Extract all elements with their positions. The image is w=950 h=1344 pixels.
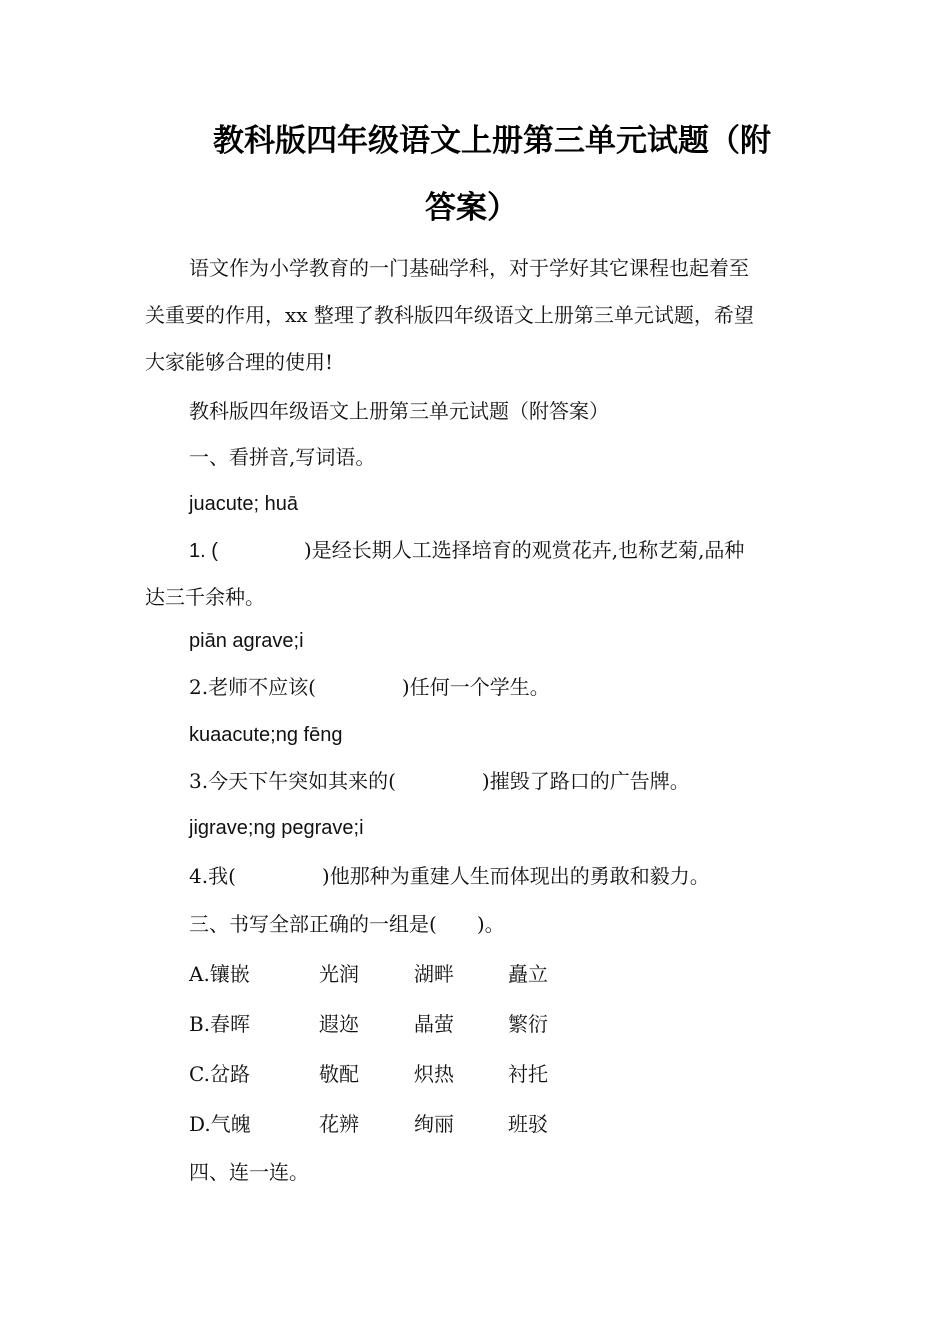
question-2-text: )任何一个学生。 xyxy=(401,675,550,699)
option-a-word-3: 矗立 xyxy=(508,962,548,986)
pinyin-4: jigrave;ng pegrave;i xyxy=(189,817,364,839)
question-1-continuation: 达三千余种。 xyxy=(145,585,265,609)
option-a-word-2: 湖畔 xyxy=(414,962,454,986)
question-1-text: )是经长期人工选择培育的观赏花卉,也称艺菊,品种 xyxy=(303,538,745,562)
document-title-line-2: 答案） xyxy=(425,190,518,226)
option-d-word-3: 班驳 xyxy=(508,1112,548,1136)
document-title-line-1: 教科版四年级语文上册第三单元试题（附 xyxy=(213,123,771,159)
option-b-word-1: 遐迩 xyxy=(319,1012,359,1036)
option-a-label: A.镶嵌 xyxy=(189,962,250,986)
question-3-number: 3.今天下午突如其来的( xyxy=(189,769,396,793)
option-d-label: D.气魄 xyxy=(189,1112,251,1136)
question-4-number: 4.我( xyxy=(189,864,236,888)
pinyin-2: piān agrave;i xyxy=(189,630,304,652)
option-d-word-2: 绚丽 xyxy=(414,1112,454,1136)
question-1-number: 1. ( xyxy=(189,540,218,562)
section-1-heading: 一、看拼音,写词语。 xyxy=(189,445,376,469)
option-c-word-2: 炽热 xyxy=(414,1062,454,1086)
question-1 xyxy=(189,540,744,561)
option-c-word-3: 衬托 xyxy=(508,1062,548,1086)
pinyin-3: kuaacute;ng fēng xyxy=(189,724,343,746)
section-3-heading-pre: 三、书写全部正确的一组是( xyxy=(189,912,437,936)
option-c-label: C.岔路 xyxy=(189,1062,250,1086)
question-2-number: 2.老师不应该( xyxy=(189,675,316,699)
option-d-word-1: 花辨 xyxy=(319,1112,359,1136)
section-4-heading: 四、连一连。 xyxy=(189,1160,309,1184)
section-3-heading xyxy=(189,914,505,934)
intro-line-2: 关重要的作用，xx 整理了教科版四年级语文上册第三单元试题，希望 xyxy=(145,303,754,327)
option-b-word-2: 晶萤 xyxy=(414,1012,454,1036)
question-3 xyxy=(189,771,690,791)
option-a-word-1: 光润 xyxy=(319,962,359,986)
pinyin-1: juacute; huā xyxy=(189,493,298,515)
intro-line-1: 语文作为小学教育的一门基础学科，对于学好其它课程也起着至 xyxy=(189,256,749,280)
section-3-heading-post: )。 xyxy=(476,912,505,936)
option-b-word-3: 繁衍 xyxy=(508,1012,548,1036)
option-b-label: B.春晖 xyxy=(189,1012,251,1036)
option-c-word-1: 敬配 xyxy=(319,1062,359,1086)
intro-line-3: 大家能够合理的使用! xyxy=(145,350,334,374)
question-4 xyxy=(189,866,710,886)
question-4-text: )他那种为重建人生而体现出的勇敢和毅力。 xyxy=(321,864,710,888)
question-2 xyxy=(189,677,550,697)
question-3-text: )摧毁了路口的广告牌。 xyxy=(481,769,690,793)
document-subtitle: 教科版四年级语文上册第三单元试题（附答案） xyxy=(189,399,609,423)
